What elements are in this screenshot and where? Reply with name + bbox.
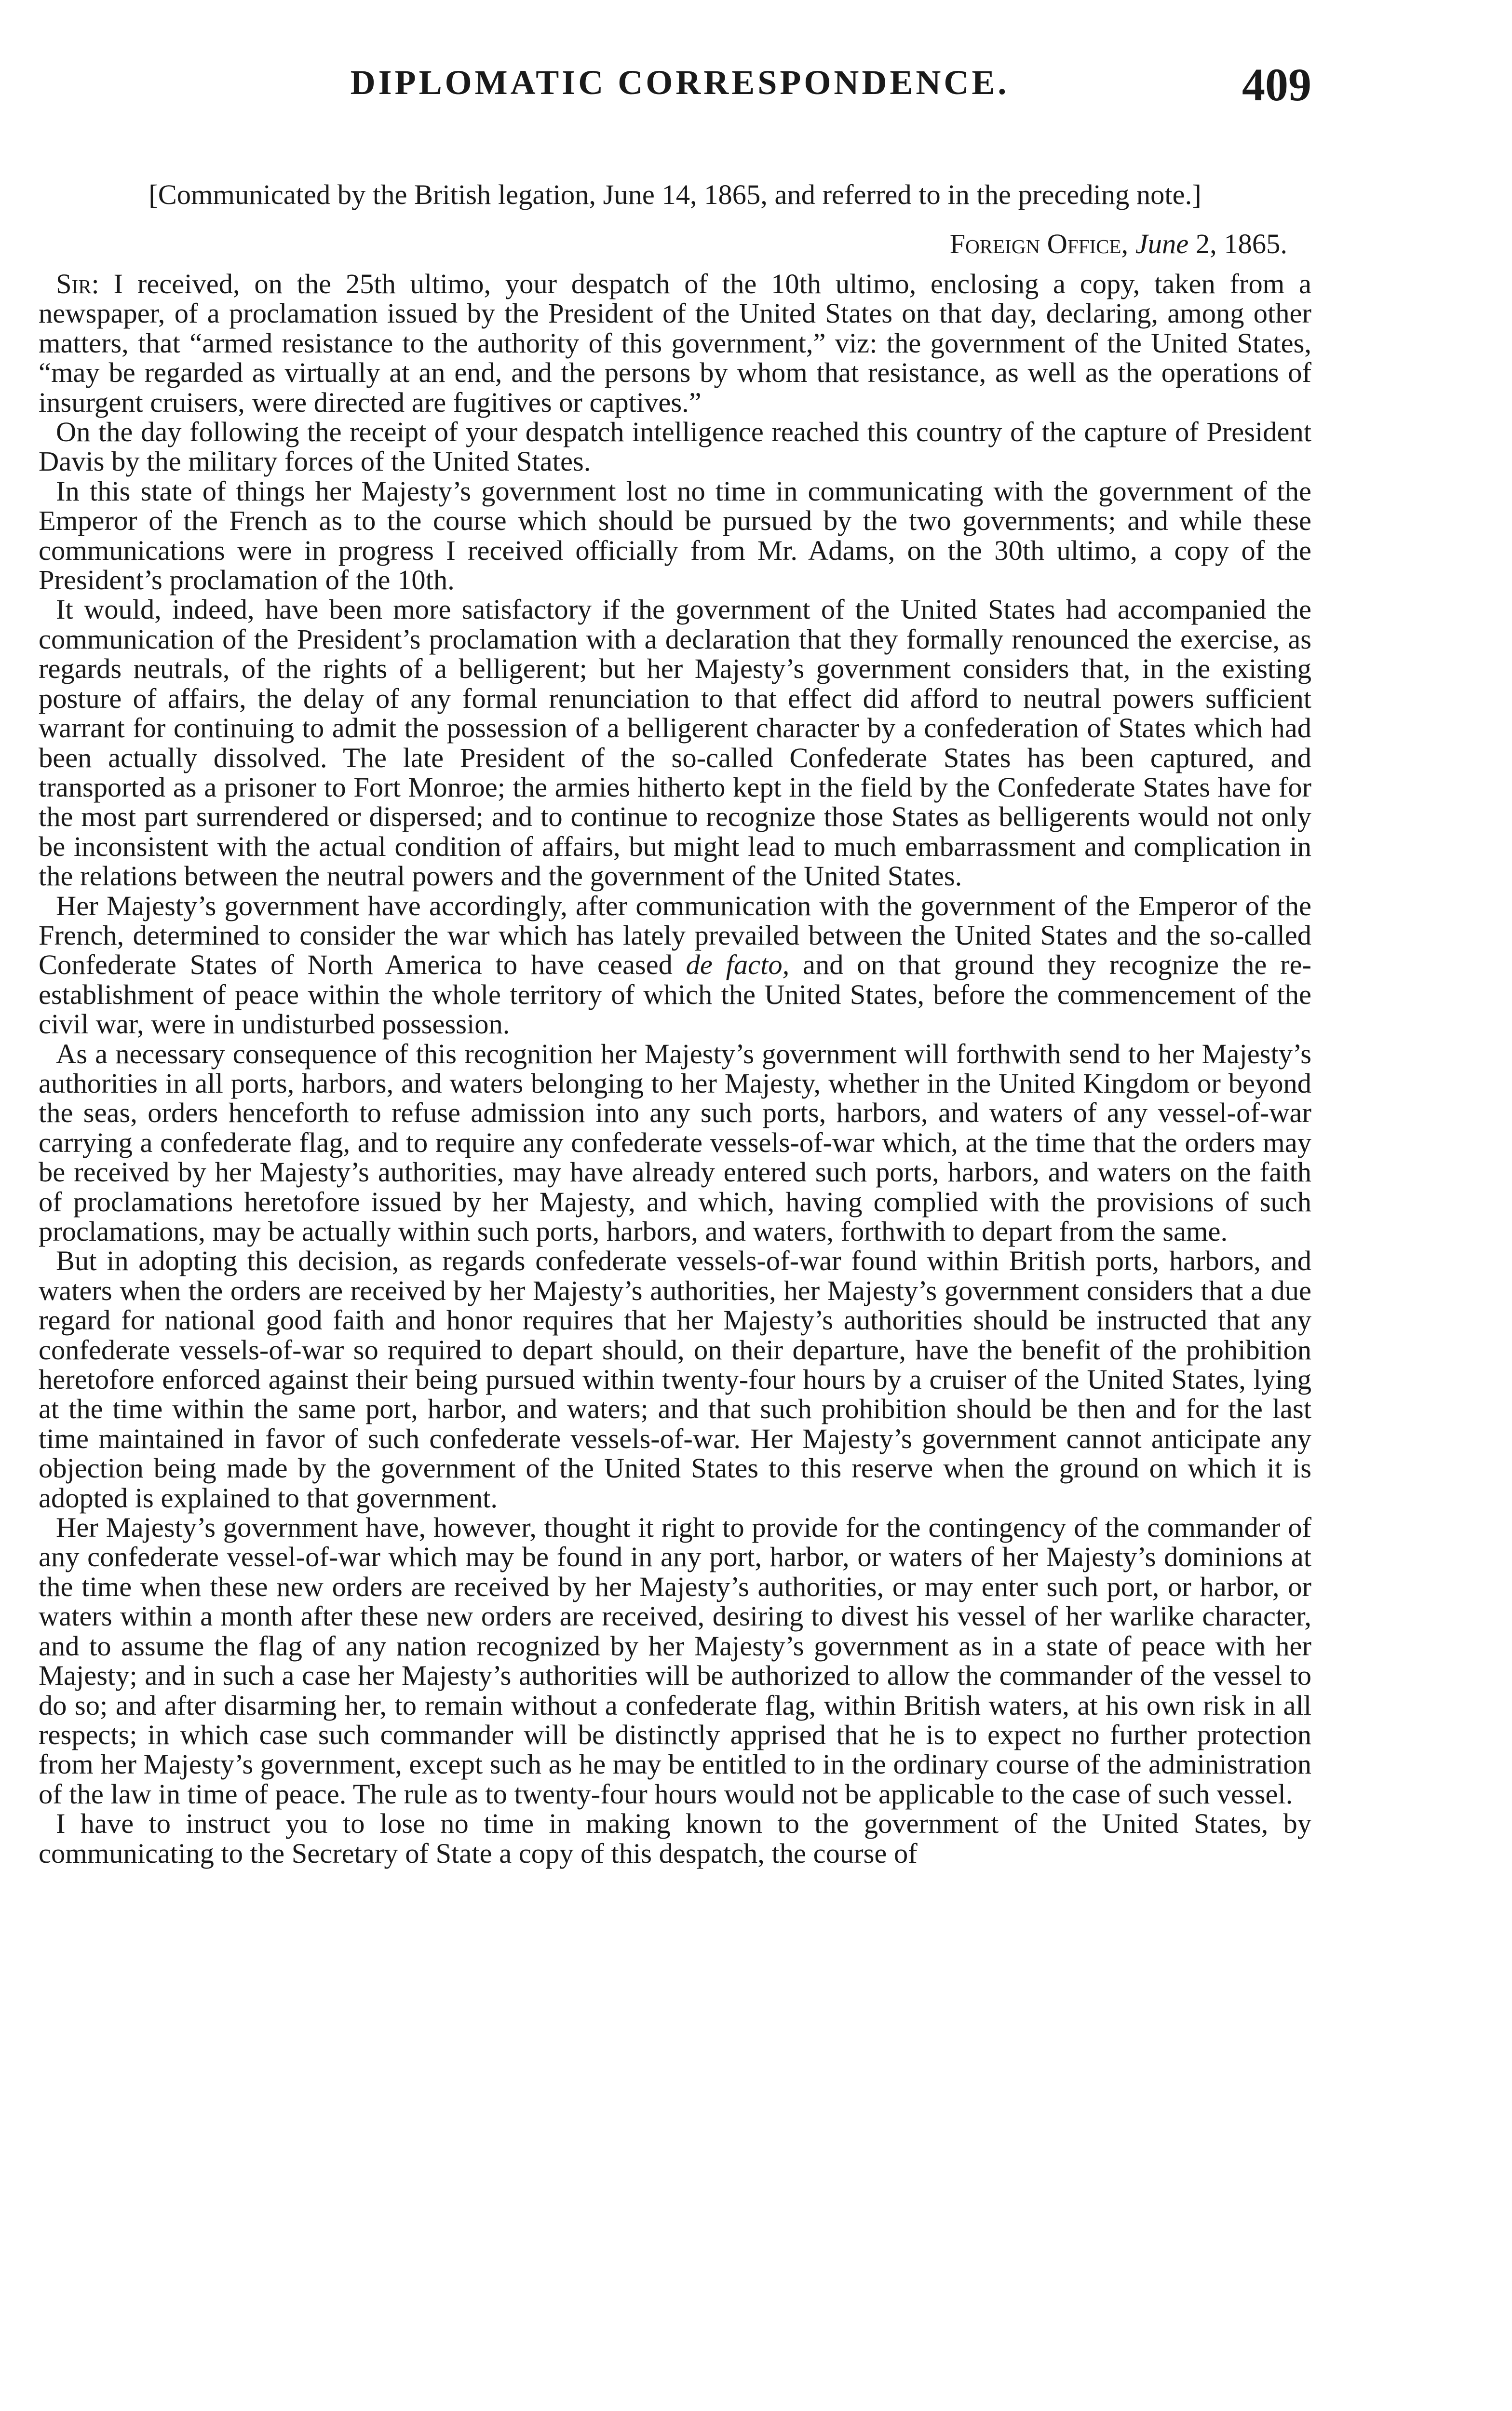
dateline-day-year: 2, 1865. bbox=[1195, 228, 1287, 259]
paragraph-1 bbox=[39, 269, 1311, 417]
page-number: 409 bbox=[1242, 59, 1311, 110]
dateline bbox=[39, 228, 1311, 260]
paragraph-5-text-a: Her Majesty’s government have accordingly, after communication with the government of the Emperor of the French, determined to consider the war which has lately prevailed between the United States and the so-called Confederate States of North America to have ceased bbox=[39, 890, 1311, 981]
dateline-office: Foreign Office, bbox=[949, 228, 1129, 259]
paragraph-7: But in adopting this decision, as regards confederate vessels-of-war found within British ports, harbors, and waters when the orders are received by her Majesty’s authorities, her Majesty’s government considers that a due regard for national good faith and honor requires that her Majesty’s authorities should be instructed that any confederate vessels-of-war so required to depart should, on their departure, have the benefit of the prohibition heretofore enforced against their being pursued within twenty-four hours by a cruiser of the United States, lying at the time within the same port, harbor, and waters; and that such prohibition should be then and for the last time maintained in favor of such confederate vessels-of-war. Her Majesty’s government cannot anticipate any objection being made by the government of the United States to this reserve when the ground on which it is adopted is explained to that government. bbox=[39, 1245, 1311, 1514]
paragraph-5-text-b: and on that ground they recognize the re-establishment of peace within the whole territory of which the United States, before the commencement of the civil war, were in undisturbed possession. bbox=[39, 949, 1312, 1040]
paragraph-5 bbox=[39, 891, 1311, 1039]
running-head bbox=[48, 58, 1311, 111]
running-title: DIPLOMATIC CORRESPONDENCE. bbox=[350, 63, 1010, 102]
paragraph-3: In this state of things her Majesty’s government lost no time in communicating with the government of the Emperor of the French as to the course which should be pursued by the two governments; and while these communications were in progress I received officially from Mr. Adams, on the 30th ultimo, a copy of the President’s proclamation of the 10th. bbox=[39, 475, 1311, 596]
body-text bbox=[39, 178, 1311, 1868]
salutation: Sir: bbox=[56, 268, 99, 299]
paragraph-2: On the day following the receipt of your despatch intelligence reached this country of the capture of President Davis by the military forces of the United States. bbox=[39, 416, 1311, 477]
paragraph-1-text: I received, on the 25th ultimo, your despatch of the 10th ultimo, enclosing a copy, taken from a newspaper, of a proclamation issued by the President of the United States on that day, declaring, among other matters, that “armed resistance to the authority of this government,” viz: the government of the United States, “may be regarded as virtually at an end, and the persons by whom that resistance, as well as the operations of insurgent cruisers, were directed are fugitives or captives.” bbox=[39, 268, 1312, 418]
dateline-month: June bbox=[1135, 228, 1189, 259]
paragraph-6: As a necessary consequence of this recognition her Majesty’s government will forthwith send to her Majesty’s authorities in all ports, harbors, and waters belonging to her Majesty, whether in the United Kingdom or beyond the seas, orders henceforth to refuse admission into any such ports, harbors, and waters of any vessel-of-war carrying a confederate flag, and to require any confederate vessels-of-war which, at the time that the orders may be received by her Majesty’s authorities, may have already entered such ports, harbors, and waters on the faith of proclamations heretofore issued by her Majesty, and which, having complied with the provisions of such proclamations, may be actually within such ports, harbors, and waters, forthwith to depart from the same. bbox=[39, 1038, 1311, 1247]
paragraph-9: I have to instruct you to lose no time in making known to the government of the United States, by communicating to the Secretary of State a copy of this despatch, the course of bbox=[39, 1808, 1311, 1869]
paragraph-4: It would, indeed, have been more satisfactory if the government of the United States had accompanied the communication of the President’s proclamation with a declaration that they formally renounced the exercise, as regards neutrals, of the rights of a belligerent; but her Majesty’s government considers that, in the existing posture of affairs, the delay of any formal renunciation to that effect did afford to neutral powers sufficient warrant for continuing to admit the possession of a belligerent character by a confederation of States which had been actually dissolved. The late President of the so-called Confederate States has been captured, and transported as a prisoner to Fort Monroe; the armies hitherto kept in the field by the Confederate States have for the most part surrendered or dispersed; and to continue to recognize those States as belligerents would not only be inconsistent with the actual condition of affairs, but might lead to much embarrassment and complication in the relations between the neutral powers and the government of the United States. bbox=[39, 594, 1311, 892]
paragraph-5-italic: de facto, bbox=[686, 949, 790, 981]
communication-note: [Communicated by the British legation, June 14, 1865, and referred to in the preceding note.] bbox=[148, 179, 1202, 210]
paragraph-8: Her Majesty’s government have, however, thought it right to provide for the contingency of the commander of any confederate vessel-of-war which may be found in any port, harbor, or waters of her Majesty’s dominions at the time when these new orders are received by her Majesty’s authorities, or may enter such port, or harbor, or waters within a month after these new orders are received, desiring to divest his vessel of her warlike character, and to assume the flag of any nation recognized by her Majesty’s government as in a state of peace with her Majesty; and in such a case her Majesty’s authorities will be authorized to allow the commander of the vessel to do so; and after disarming her, to remain without a confederate flag, within British waters, at his own risk in all respects; in which case such commander will be distinctly apprised that he is to expect no further protection from her Majesty’s government, except such as he may be entitled to in the ordinary course of the administration of the law in time of peace. The rule as to twenty-four hours would not be applicable to the case of such vessel. bbox=[39, 1512, 1311, 1810]
